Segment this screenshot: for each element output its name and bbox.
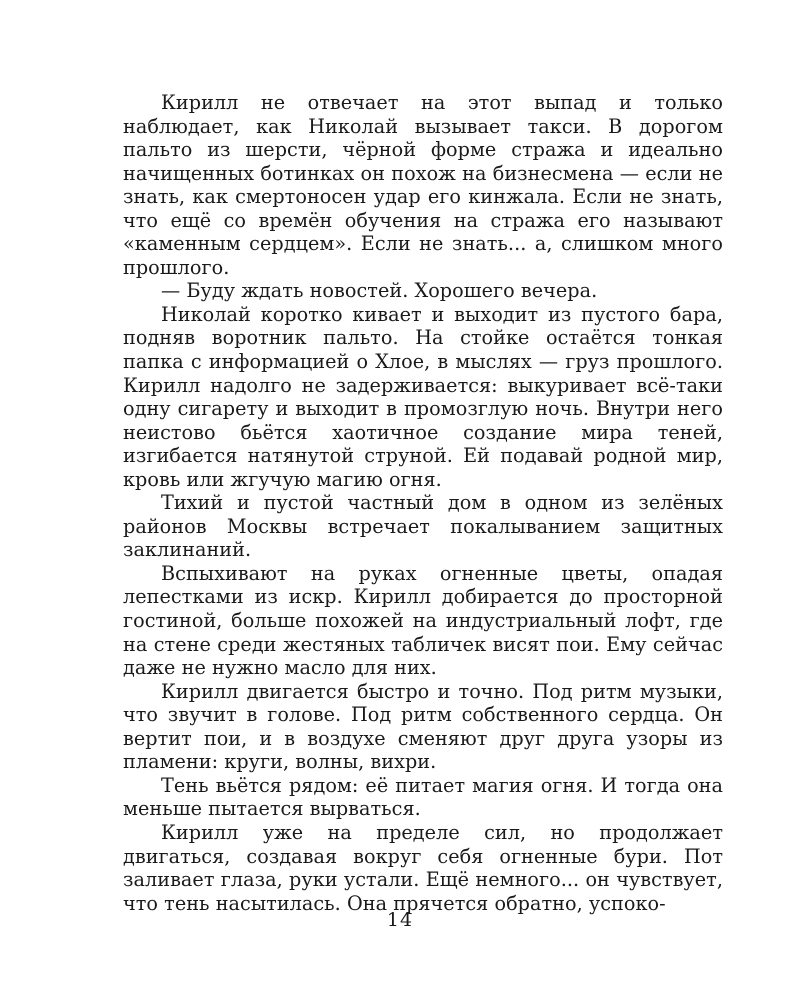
page-number: 14 xyxy=(386,909,414,931)
paragraph: Николай коротко кивает и выходит из пустого бара, подняв воротник пальто. На стойке остаётся тонкая папка с информацией о Хлое, в мыслях — груз прошлого. Кирилл надолго не задерживается: выкуривает всё-таки одну сигарету и выходит в промозглую ночь. Внутри него неистово бьётся хаотичное создание мира теней, изгибается натянутой струной. Ей подавай родной мир, кровь или жгучую магию огня. xyxy=(123,302,723,491)
paragraph: Кирилл не отвечает на этот выпад и только наблюдает, как Николай вызывает такси. В дорогом пальто из шерсти, чёрной форме стража и идеально начищенных ботинках он похож на бизнесмена — если не знать, как смертоносен удар его кинжала. Если не знать, что ещё со времён обучения на стража его называют «каменным сердцем». Если не знать... а, слишком много прошлого. xyxy=(123,91,723,279)
paragraph: Тихий и пустой частный дом в одном из зелёных районов Москвы встречает покалыванием защитных заклинаний. xyxy=(123,491,723,562)
page-text xyxy=(123,91,723,915)
paragraph: Вспыхивают на руках огненные цветы, опадая лепестками из искр. Кирилл добирается до просторной гостиной, больше похожей на индустриальный лофт, где на стене среди жестяных табличек висят пои. Ему сейчас даже не нужно масло для них. xyxy=(123,561,723,680)
dialogue-line: — Буду ждать новостей. Хорошего вечера. xyxy=(161,279,598,303)
paragraph: Кирилл уже на пределе сил, но продолжает двигаться, создавая вокруг себя огненные бури. Пот заливает глаза, руки устали. Ещё немного... он чувствует, что тень насытилась. Она прячется обратно, успоко- xyxy=(123,820,723,915)
paragraph: Кирилл двигается быстро и точно. Под ритм музыки, что звучит в голове. Под ритм собственного сердца. Он вертит пои, и в воздухе сменяют друг друга узоры из пламени: круги, волны, вихри. xyxy=(123,679,723,774)
paragraph: Тень вьётся рядом: её питает магия огня. И тогда она меньше пытается вырваться. xyxy=(123,773,723,821)
